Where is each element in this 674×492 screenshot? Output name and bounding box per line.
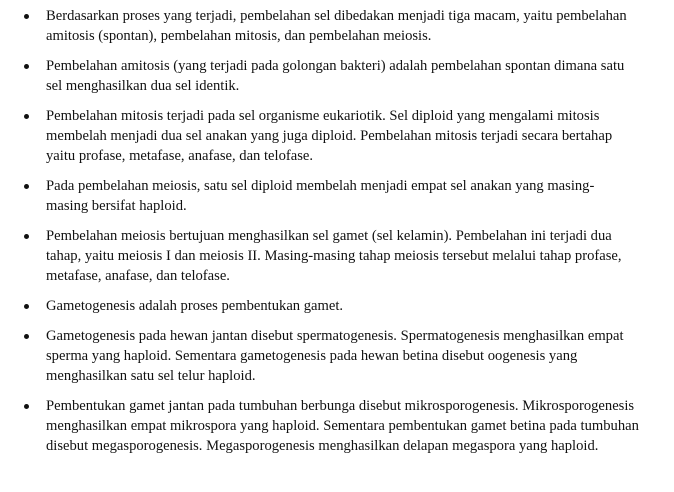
bullet-list xyxy=(0,6,674,466)
list-item-text: Pembelahan meiosis bertujuan menghasilkan sel gamet (sel kelamin). Pembelahan ini terjadi dua tahap, yaitu meiosis I dan meiosis II. Masing-masing tahap meiosis tersebut melalui tahap profase, metafase, anafase, dan telofase. xyxy=(46,228,622,284)
bullet-icon xyxy=(24,64,29,69)
bullet-icon xyxy=(24,334,29,339)
list-item-text: Pembelahan mitosis terjadi pada sel organisme eukariotik. Sel diploid yang mengalami mitosis membelah menjadi dua sel anakan yang juga diploid. Pembelahan mitosis terjadi secara bertahap yaitu profase, metafase, anafase, dan telofase. xyxy=(46,108,613,164)
list-item-text: Pembentukan gamet jantan pada tumbuhan berbunga disebut mikrosporogenesis. Mikrosporogenesis menghasilkan empat mikrospora yang haploid. Sementara pembentukan gamet betina pada tumbuhan disebut megasporogenesis. Megasporogenesis menghasilkan delapan megaspora yang haploid. xyxy=(46,398,639,454)
bullet-icon xyxy=(24,304,29,309)
list-item xyxy=(0,106,674,166)
list-item xyxy=(0,296,674,316)
list-item-text: Gametogenesis pada hewan jantan disebut spermatogenesis. Spermatogenesis menghasilkan empat sperma yang haploid. Sementara gametogenesis pada hewan betina disebut oogenesis yang menghasilkan satu sel telur haploid. xyxy=(46,328,624,384)
list-item xyxy=(0,6,674,46)
list-item xyxy=(0,226,674,286)
list-item xyxy=(0,56,674,96)
list-item-text: Berdasarkan proses yang terjadi, pembelahan sel dibedakan menjadi tiga macam, yaitu pembelahan amitosis (spontan), pembelahan mitosis, dan pembelahan meiosis. xyxy=(46,8,627,44)
bullet-icon xyxy=(24,114,29,119)
list-item xyxy=(0,396,674,456)
bullet-icon xyxy=(24,184,29,189)
bullet-icon xyxy=(24,404,29,409)
list-item-text: Gametogenesis adalah proses pembentukan gamet. xyxy=(46,298,344,314)
list-item xyxy=(0,176,674,216)
list-item xyxy=(0,326,674,386)
bullet-icon xyxy=(24,234,29,239)
bullet-icon xyxy=(24,14,29,19)
list-item-text: Pembelahan amitosis (yang terjadi pada golongan bakteri) adalah pembelahan spontan dimana satu sel menghasilkan dua sel identik. xyxy=(46,58,625,94)
list-item-text: Pada pembelahan meiosis, satu sel diploid membelah menjadi empat sel anakan yang masing- masing bersifat haploid. xyxy=(46,178,595,214)
